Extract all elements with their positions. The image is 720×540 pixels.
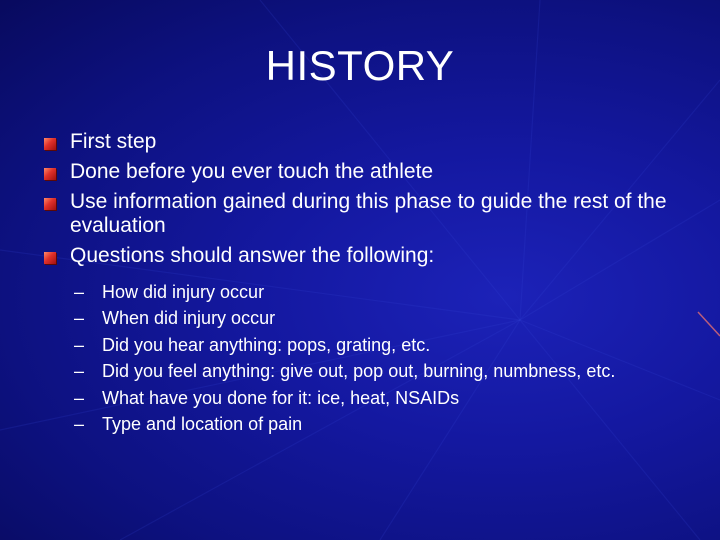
dash-marker: – <box>74 361 85 382</box>
red-square-bullet-icon <box>44 198 56 210</box>
sub-bullet-item <box>74 308 704 329</box>
bullet-list <box>44 130 694 274</box>
sub-bullet-text: How did injury occur <box>102 282 265 302</box>
bullet-item <box>44 244 694 268</box>
slide-title: HISTORY <box>265 42 455 89</box>
sub-bullet-item <box>74 388 704 409</box>
red-square-bullet-icon <box>44 252 56 264</box>
dash-marker: – <box>74 308 85 329</box>
bullet-item <box>44 130 694 154</box>
sub-bullet-item <box>74 335 704 356</box>
bullet-text: Use information gained during this phase to guide the rest of the evaluation <box>70 190 667 237</box>
sub-bullet-item <box>74 282 704 303</box>
dash-marker: – <box>74 334 85 355</box>
red-square-bullet-icon <box>44 138 56 150</box>
dash-marker: – <box>74 387 85 408</box>
sub-bullet-item <box>74 361 704 382</box>
bullet-text: Questions should answer the following: <box>70 244 435 267</box>
sub-bullet-text: What have you done for it: ice, heat, NSAIDs <box>102 387 460 408</box>
sub-bullet-list <box>74 282 704 440</box>
sub-bullet-text: Type and location of pain <box>102 413 303 434</box>
sub-bullet-text: Did you hear anything: pops, grating, etc. <box>102 334 431 355</box>
red-square-bullet-icon <box>44 168 56 180</box>
dash-marker: – <box>74 282 85 302</box>
sub-bullet-text: When did injury occur <box>102 308 276 329</box>
bullet-text: Done before you ever touch the athlete <box>70 160 434 183</box>
sub-bullet-text: Did you feel anything: give out, pop out, burning, numbness, etc. <box>102 361 616 382</box>
bullet-item <box>44 160 694 184</box>
sub-bullet-item <box>74 414 704 435</box>
dash-marker: – <box>74 413 85 434</box>
bullet-item <box>44 190 694 238</box>
bullet-text: First step <box>70 130 157 153</box>
